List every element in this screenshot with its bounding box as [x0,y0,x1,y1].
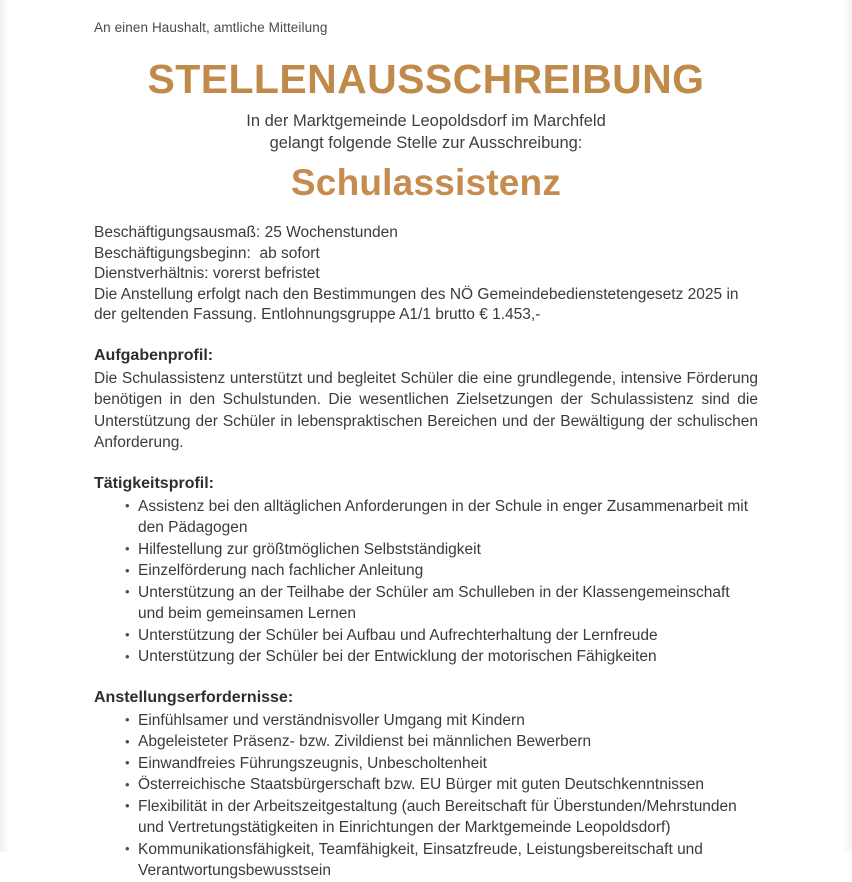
intro-block [94,111,758,154]
fact-start-date: Beschäftigungsbeginn: ab sofort [94,244,320,262]
list-item: • Unterstützung der Schüler bei der Entwicklung der motorischen Fähigkeiten [94,646,758,668]
section-heading: Aufgabenprofil: [94,346,214,364]
document-body [94,19,758,882]
intro-line-1: In der Marktgemeinde Leopoldsdorf im Marchfeld [246,112,606,130]
list-item: • Einwandfreies Führungszeugnis, Unbescholtenheit [94,753,758,775]
job-title: Schulassistenz [290,162,562,203]
employment-facts [94,223,758,326]
section-anstellungserfordernisse [94,687,758,882]
list-item: • Einfühlsamer und verständnisvoller Umgang mit Kindern [94,710,758,732]
section-paragraph: Die Schulassistenz unterstützt und begleitet Schüler die eine grundlegende, intensive Förderung benötigen in den Schulstunden. Die wesentlichen Zielsetzungen der Schulassistenz sind die Unterstützung der Schüler in lebenspraktischen Bereichen und der Bewältigung der schulischen Anforderung. [94,369,758,451]
list-item: • Kommunikationsfähigkeit, Teamfähigkeit, Einsatzfreude, Leistungsbereitschaft und Verantwortungsbewusstsein [94,839,758,882]
list-item: • Abgeleisteter Präsenz- bzw. Zivildienst bei männlichen Bewerbern [94,731,758,753]
list-item: • Einzelförderung nach fachlicher Anleitung [94,560,758,582]
scan-edge-left [0,0,10,852]
list-item: • Unterstützung der Schüler bei Aufbau und Aufrechterhaltung der Lernfreude [94,625,758,647]
section-aufgabenprofil [94,345,758,454]
scan-edge-right [842,0,852,852]
fact-contract-type: Dienstverhältnis: vorerst befristet [94,265,320,282]
section-taetigkeitsprofil [94,473,758,668]
document-title: STELLENAUSSCHREIBUNG [147,56,705,102]
list-item: • Flexibilität in der Arbeitszeitgestaltung (auch Bereitschaft für Überstunden/Mehrstunden und Vertretungstätigkeiten in Einrichtungen der Marktgemeinde Leopoldsdorf) [94,796,758,839]
list-item: • Hilfestellung zur größtmöglichen Selbstständigkeit [94,539,758,561]
list-item: • Österreichische Staatsbürgerschaft bzw. EU Bürger mit guten Deutschkenntnissen [94,774,758,796]
list-item: • Assistenz bei den alltäglichen Anforderungen in der Schule in enger Zusammenarbeit mit den Pädagogen [94,496,758,539]
mailing-notice: An einen Haushalt, amtliche Mitteilung [94,20,328,35]
fact-legal-basis: Die Anstellung erfolgt nach den Bestimmungen des NÖ Gemeindebedienstetengesetz 2025 in der geltenden Fassung. Entlohnungsgruppe A1/1 brutto € 1.453,- [94,285,739,323]
fact-scope: Beschäftigungsausmaß: 25 Wochenstunden [94,224,398,241]
intro-line-2: gelangt folgende Stelle zur Ausschreibung: [269,133,583,152]
bullet-list [94,496,758,668]
bullet-list [94,710,758,882]
section-heading: Tätigkeitsprofil: [94,474,215,492]
list-item: • Unterstützung an der Teilhabe der Schüler am Schulleben in der Klassengemeinschaft und beim gemeinsamen Lernen [94,582,758,625]
section-heading: Anstellungserfordernisse: [94,688,294,706]
